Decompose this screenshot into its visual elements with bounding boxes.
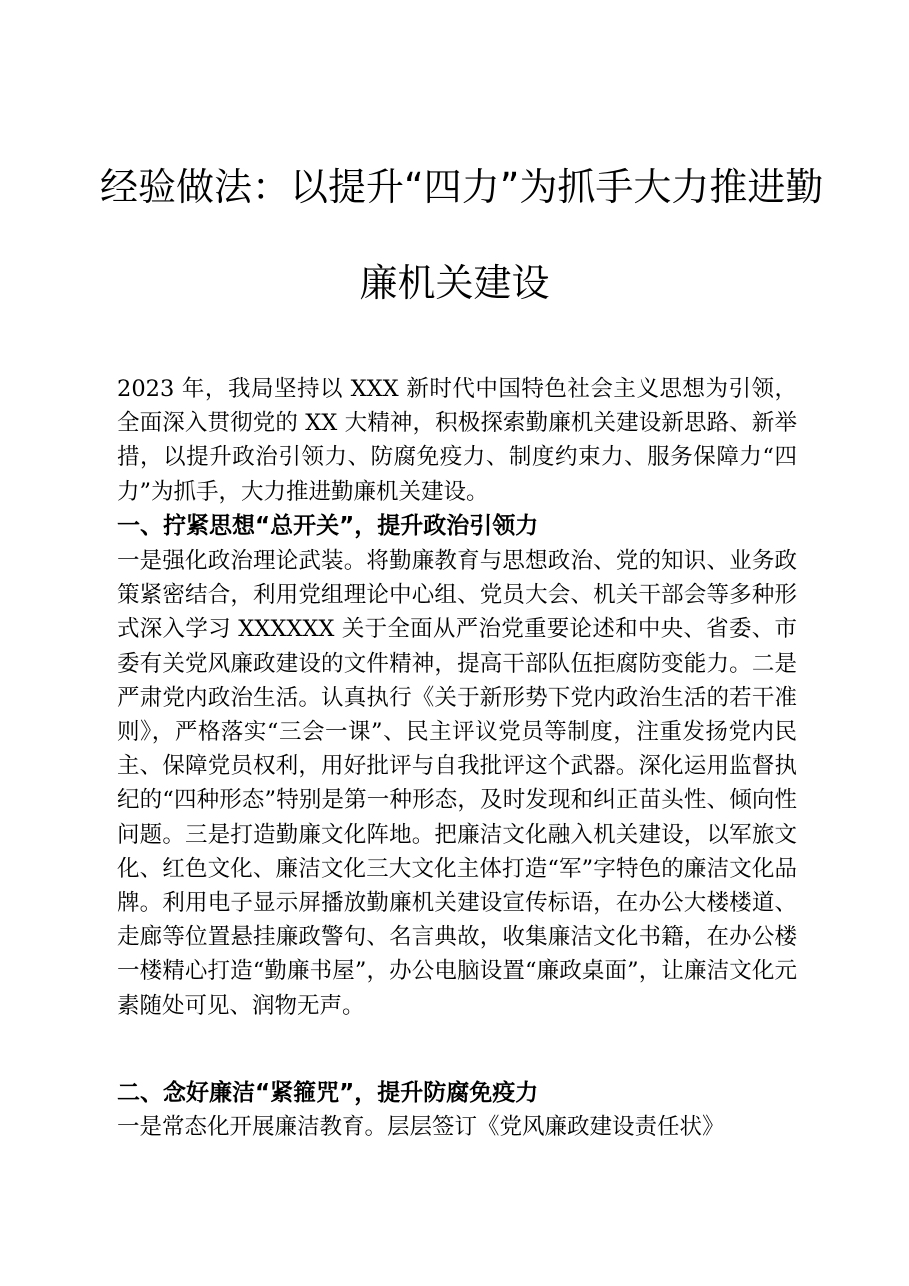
section2-paragraph: 一是常态化开展廉洁教育。层层签订《党风廉政建设责任状》 bbox=[117, 1114, 725, 1140]
section1-heading: 一、拧紧思想“总开关”，提升政治引领力 bbox=[117, 513, 539, 539]
section1-paragraph: 一是强化政治理论武装。将勤廉教育与思想政治、党的知识、业务政策紧密结合，利用党组理论中心组、党员大会、机关干部会等多种形式深入学习 XXXXXX 关于全面从严治党重要论述和中央、省委、市委有关党风廉政建设的文件精神，提高干部队伍拒腐防变能力。二是严肃党内政治生活。认真执行《关于新形势下党内政治生活的若干准则》，严格落实“三会一课”、民主评议党员等制度，注重发扬党内民主、保障党员权利，用好批评与自我批评这个武器。深化运用监督执纪的“四种形态”特别是第一种形态，及时发现和纠正苗头性、倾向性问题。三是打造勤廉文化阵地。把廉洁文化融入机关建设，以军旅文化、红色文化、廉洁文化三大文化主体打造“军”字特色的廉洁文化品牌。利用电子显示屏播放勤廉机关建设宣传标语，在办公大楼楼道、走廊等位置悬挂廉政警句、名言典故，收集廉洁文化书籍，在办公楼一楼精心打造“勤廉书屋”，办公电脑设置“廉政桌面”，让廉洁文化元素随处可见、润物无声。 bbox=[117, 548, 797, 1019]
document-title-line1: 经验做法：以提升“四力”为抓手大力推进勤 bbox=[100, 165, 824, 209]
intro-paragraph: 2023 年，我局坚持以 XXX 新时代中国特色社会主义思想为引领，全面深入贯彻党的 XX 大精神，积极探索勤廉机关建设新思路、新举措，以提升政治引领力、防腐免疫力、制度约束力、服务保障力“四力”为抓手，大力推进勤廉机关建设。 bbox=[117, 376, 797, 505]
section2-heading: 二、念好廉洁“紧箍咒”，提升防腐免疫力 bbox=[117, 1080, 539, 1106]
document-title-line2: 廉机关建设 bbox=[359, 261, 550, 305]
